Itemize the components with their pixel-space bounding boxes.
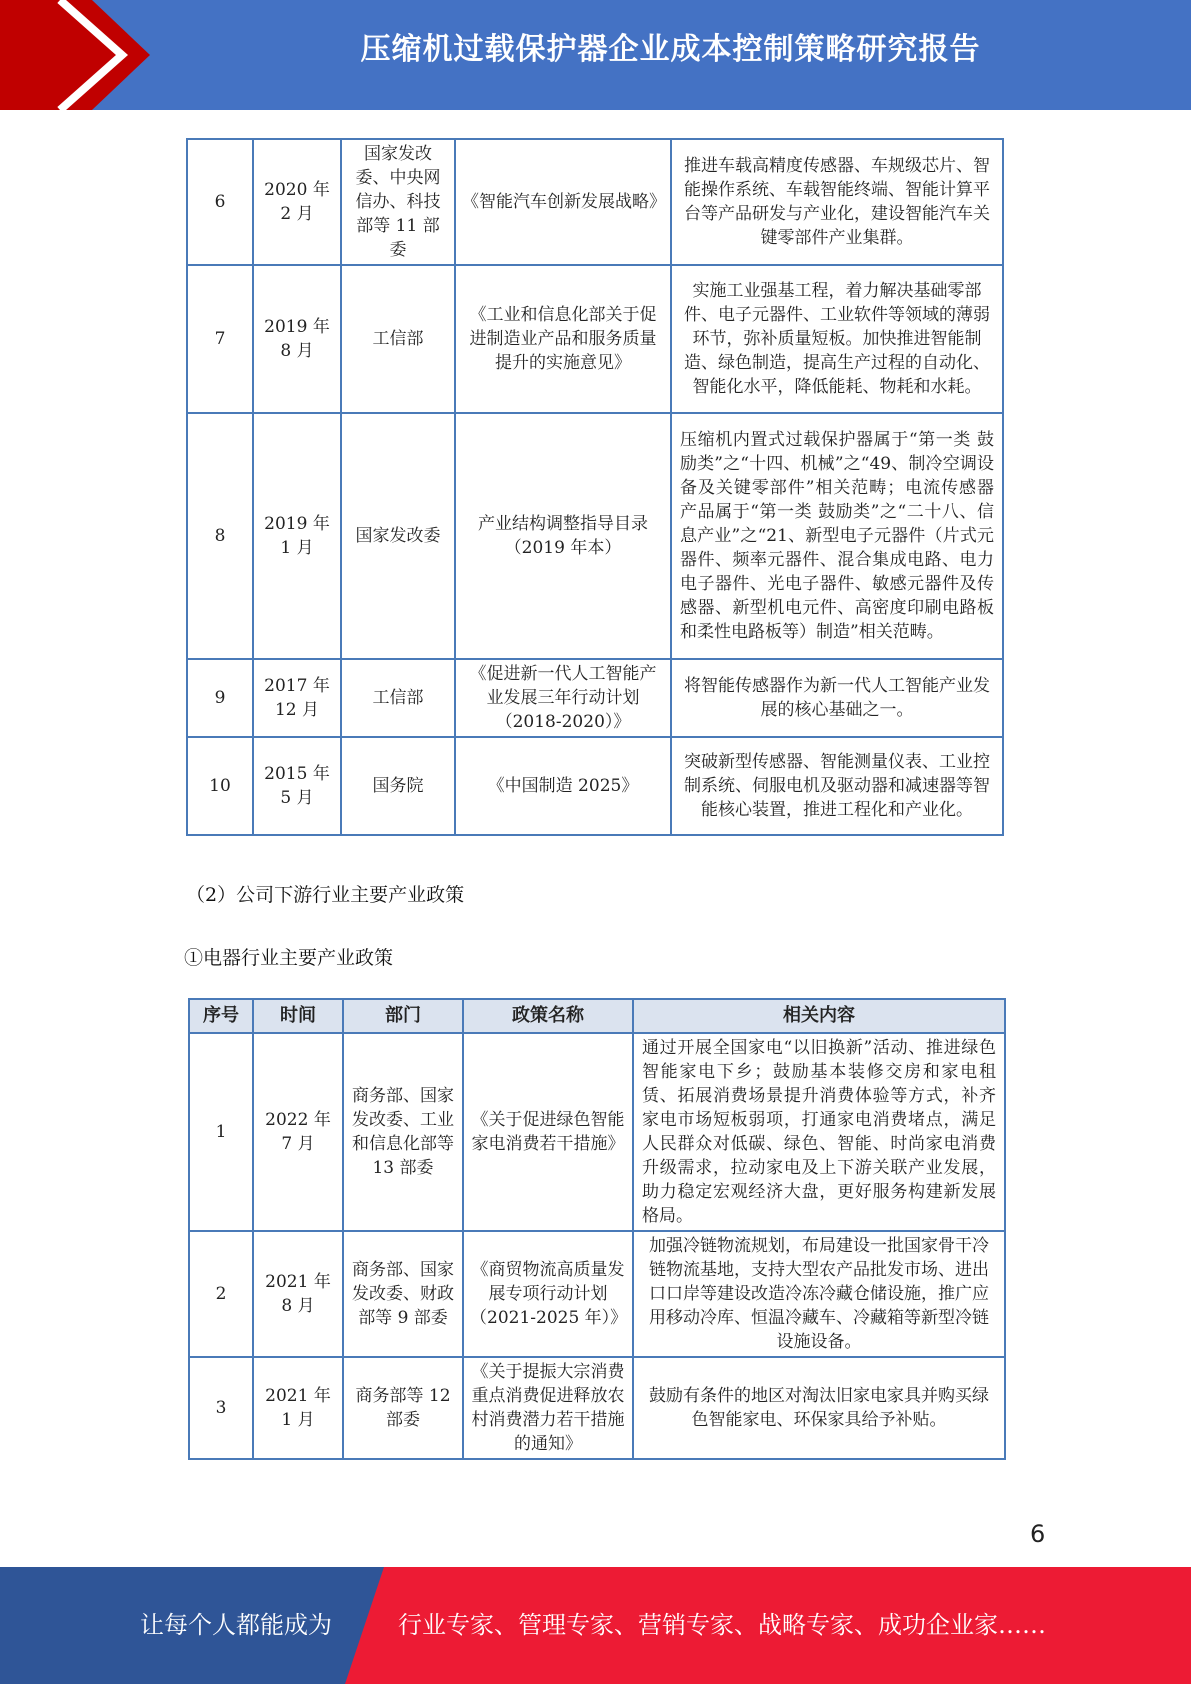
page-number: 6 [1030,1520,1046,1548]
row-policy-name: 《关于提振大宗消费重点消费促进释放农村消费潜力若干措施的通知》 [463,1357,633,1459]
table-row [187,265,1003,413]
table-row [189,1033,1005,1231]
industry-policy-table-appliance [188,998,1006,1460]
row-number: 10 [187,737,253,835]
row-policy-name: 产业结构调整指导目录（2019 年本） [455,413,671,659]
row-policy-name: 《中国制造 2025》 [455,737,671,835]
header-number: 序号 [189,999,253,1033]
footer-slogan-left: 让每个人都能成为 [140,1611,332,1639]
row-policy-name: 《关于促进绿色智能家电消费若干措施》 [463,1033,633,1231]
row-department: 工信部 [341,265,455,413]
row-number: 8 [187,413,253,659]
table-row [189,1231,1005,1357]
row-department: 国家发改委 [341,413,455,659]
table-row [187,659,1003,737]
footer-slogan-right: 行业专家、管理专家、营销专家、战略专家、成功企业家…… [398,1611,1046,1639]
row-time: 2021 年 1 月 [253,1357,343,1459]
section-heading-appliance: ①电器行业主要产业政策 [184,947,394,969]
row-policy-name: 《促进新一代人工智能产业发展三年行动计划（2018-2020）》 [455,659,671,737]
row-content: 通过开展全国家电“以旧换新”活动、推进绿色智能家电下乡；鼓励基本装修交房和家电租赁、拓展消费场景提升消费体验等方式，补齐家电市场短板弱项，打通家电消费堵点，满足人民群众对低碳、绿色、智能、时尚家电消费升级需求，拉动家电及上下游关联产业发展，助力稳定宏观经济大盘，更好服务构建新发展格局。 [633,1033,1005,1231]
row-time: 2022 年 7 月 [253,1033,343,1231]
table-row [187,413,1003,659]
row-time: 2021 年 8 月 [253,1231,343,1357]
row-time: 2017 年 12 月 [253,659,341,737]
row-number: 1 [189,1033,253,1231]
row-content: 加强冷链物流规划，布局建设一批国家骨干冷链物流基地，支持大型农产品批发市场、进出口口岸等建设改造冷冻冷藏仓储设施，推广应用移动冷库、恒温冷藏车、冷藏箱等新型冷链设施设备。 [633,1231,1005,1357]
row-department: 国务院 [341,737,455,835]
page-footer [0,1567,1191,1684]
table-row [187,737,1003,835]
header-policy-name: 政策名称 [463,999,633,1033]
row-content: 鼓励有条件的地区对淘汰旧家电家具并购买绿色智能家电、环保家具给予补贴。 [633,1357,1005,1459]
row-department: 工信部 [341,659,455,737]
row-policy-name: 《工业和信息化部关于促进制造业产品和服务质量提升的实施意见》 [455,265,671,413]
row-content: 将智能传感器作为新一代人工智能产业发展的核心基础之一。 [671,659,1003,737]
row-number: 2 [189,1231,253,1357]
table-header-row [189,999,1005,1033]
row-number: 6 [187,139,253,265]
row-number: 3 [189,1357,253,1459]
table-row [187,139,1003,265]
row-content: 突破新型传感器、智能测量仪表、工业控制系统、伺服电机及驱动器和减速器等智能核心装置，推进工程化和产业化。 [671,737,1003,835]
industry-policy-table-upstream [186,138,1004,836]
header-department: 部门 [343,999,463,1033]
row-department: 商务部、国家发改委、财政部等 9 部委 [343,1231,463,1357]
row-number: 7 [187,265,253,413]
header-time: 时间 [253,999,343,1033]
row-department: 国家发改委、中央网信办、科技部等 11 部委 [341,139,455,265]
row-time: 2019 年 8 月 [253,265,341,413]
row-department: 商务部等 12 部委 [343,1357,463,1459]
table-row [189,1357,1005,1459]
header-content: 相关内容 [633,999,1005,1033]
row-content: 实施工业强基工程，着力解决基础零部件、电子元器件、工业软件等领域的薄弱环节，弥补质量短板。加快推进智能制造、绿色制造，提高生产过程的自动化、智能化水平，降低能耗、物耗和水耗。 [671,265,1003,413]
row-time: 2015 年 5 月 [253,737,341,835]
row-department: 商务部、国家发改委、工业和信息化部等 13 部委 [343,1033,463,1231]
row-content: 压缩机内置式过载保护器属于“第一类 鼓励类”之“十四、机械”之“49、制冷空调设备及关键零部件”相关范畴；电流传感器产品属于“第一类 鼓励类”之“二十八、信息产业”之“21、新型电子元器件（片式元器件、频率元器件、混合集成电路、电力电子器件、光电子器件、敏感元器件及传感器、新型机电元件、高密度印刷电路板和柔性电路板等）制造”相关范畴。 [671,413,1003,659]
report-title: 压缩机过载保护器企业成本控制策略研究报告 [360,32,981,67]
section-heading-downstream: （2）公司下游行业主要产业政策 [186,884,465,906]
row-time: 2019 年 1 月 [253,413,341,659]
page-header [0,0,1191,110]
row-policy-name: 《商贸物流高质量发展专项行动计划（2021-2025 年）》 [463,1231,633,1357]
row-number: 9 [187,659,253,737]
row-policy-name: 《智能汽车创新发展战略》 [455,139,671,265]
row-time: 2020 年 2 月 [253,139,341,265]
header-red-chevron [0,0,150,110]
row-content: 推进车载高精度传感器、车规级芯片、智能操作系统、车载智能终端、智能计算平台等产品研发与产业化，建设智能汽车关键零部件产业集群。 [671,139,1003,265]
